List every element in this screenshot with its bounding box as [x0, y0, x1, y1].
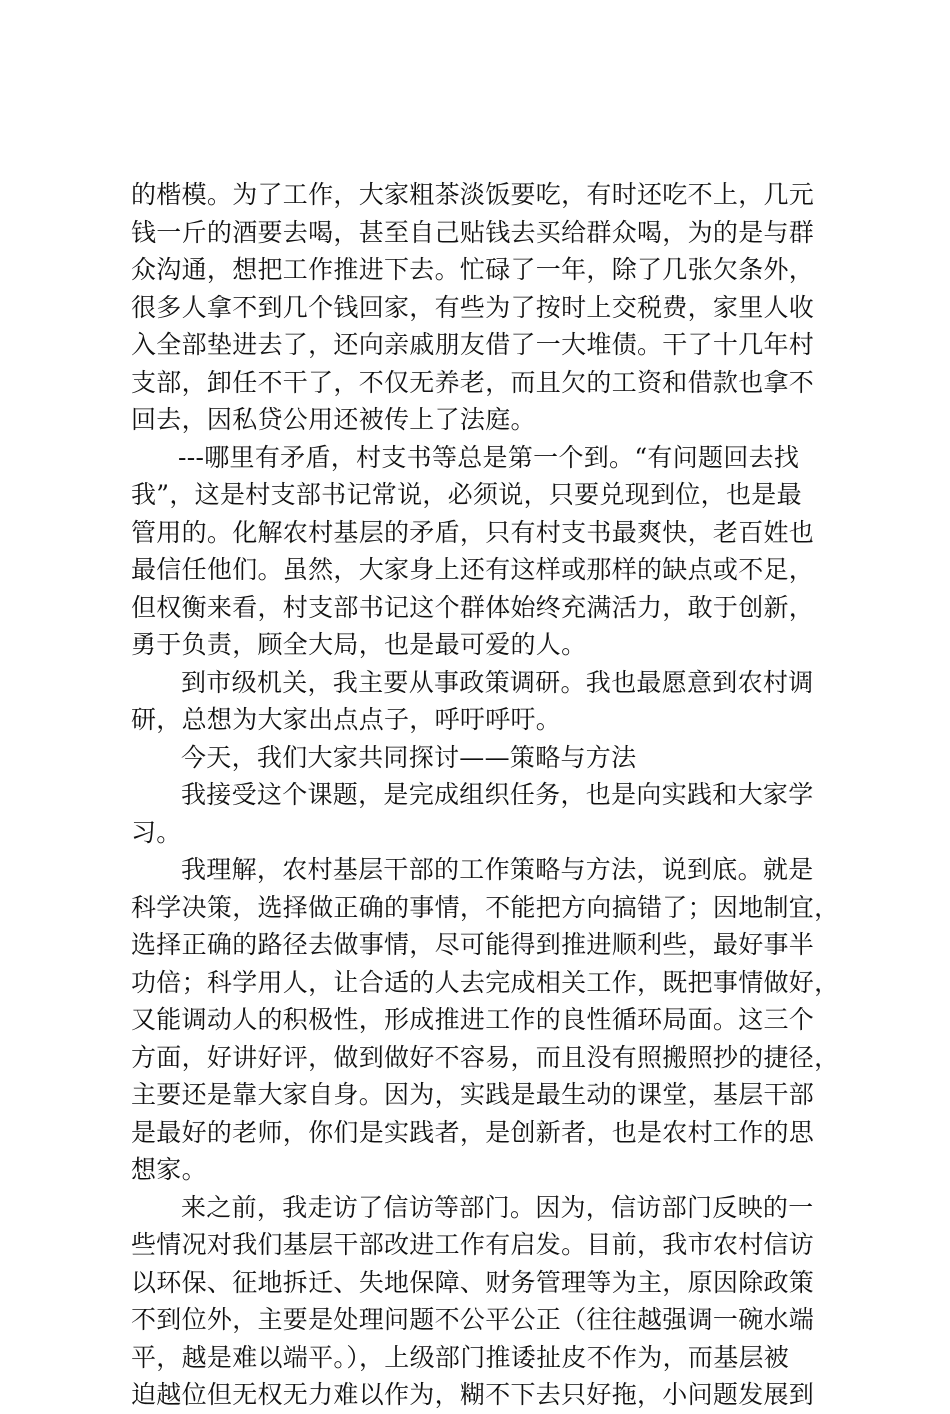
text-line: 管用的。化解农村基层的矛盾，只有村支书最爽快，老百姓也 [131, 517, 815, 547]
text-line: 入全部垫进去了，还向亲戚朋友借了一大堆债。干了十几年村 [131, 330, 815, 359]
text-line: 想家。 [131, 1155, 207, 1184]
document-body [131, 176, 840, 1414]
text-line: 平，越是难以端平。），上级部门推诿扯皮不作为，而基层被 [131, 1342, 790, 1372]
text-line: 又能调动人的积极性，形成推进工作的良性循环局面。这三个 [131, 1005, 815, 1034]
text-line: 今天，我们大家共同探讨——策略与方法 [181, 742, 637, 772]
text-line: 我理解，农村基层干部的工作策略与方法，说到底。就是 [181, 855, 814, 884]
text-line: 功倍；科学用人，让合适的人去完成相关工作，既把事情做好， [131, 967, 840, 997]
text-line: 的楷模。为了工作，大家粗茶淡饭要吃，有时还吃不上，几元 [131, 180, 815, 209]
text-line: 众沟通，想把工作推进下去。忙碌了一年，除了几张欠条外， [131, 255, 815, 284]
text-line: 我接受这个课题，是完成组织任务，也是向实践和大家学 [181, 780, 814, 809]
text-line: 主要还是靠大家自身。因为，实践是最生动的课堂，基层干部 [131, 1080, 815, 1109]
text-line: 很多人拿不到几个钱回家，有些为了按时上交税费，家里人收 [131, 292, 815, 322]
text-line: 勇于负责，顾全大局，也是最可爱的人。 [131, 630, 587, 659]
text-line: 来之前，我走访了信访等部门。因为，信访部门反映的一 [181, 1192, 814, 1222]
text-line: 支部，卸任不干了，不仅无养老，而且欠的工资和借款也拿不 [131, 367, 815, 397]
text-line: 不到位外，主要是处理问题不公平公正（往往越强调一碗水端 [131, 1305, 815, 1334]
text-line: 最信任他们。虽然，大家身上还有这样或那样的缺点或不足， [131, 555, 815, 584]
text-line: 但权衡来看，村支部书记这个群体始终充满活力，敢于创新， [131, 592, 815, 622]
text-line: 迫越位但无权无力难以作为，糊不下去只好拖，小问题发展到 [131, 1380, 815, 1409]
text-line: 科学决策，选择做正确的事情，不能把方向搞错了；因地制宜， [131, 892, 840, 922]
text-line: 习。 [131, 817, 182, 847]
text-line: 些情况对我们基层干部改进工作有启发。目前，我市农村信访 [131, 1230, 815, 1259]
text-line: ---哪里有矛盾，村支书等总是第一个到。“有问题回去找 [178, 442, 800, 472]
text-line: 选择正确的路径去做事情，尽可能得到推进顺利些，最好事半 [131, 930, 815, 959]
text-line: 研，总想为大家出点点子，呼吁呼吁。 [131, 705, 562, 734]
text-line: 我”，这是村支部书记常说，必须说，只要兑现到位，也是最 [131, 480, 802, 509]
text-line: 方面，好讲好评，做到做好不容易，而且没有照搬照抄的捷径， [131, 1042, 840, 1072]
text-line: 钱一斤的酒要去喝，甚至自己贴钱去买给群众喝，为的是与群 [131, 217, 815, 247]
text-line: 回去，因私贷公用还被传上了法庭。 [131, 405, 536, 434]
text-line: 是最好的老师，你们是实践者，是创新者，也是农村工作的思 [131, 1117, 815, 1147]
text-line: 以环保、征地拆迁、失地保障、财务管理等为主，原因除政策 [131, 1267, 815, 1297]
text-line: 到市级机关，我主要从事政策调研。我也最愿意到农村调 [181, 667, 814, 697]
